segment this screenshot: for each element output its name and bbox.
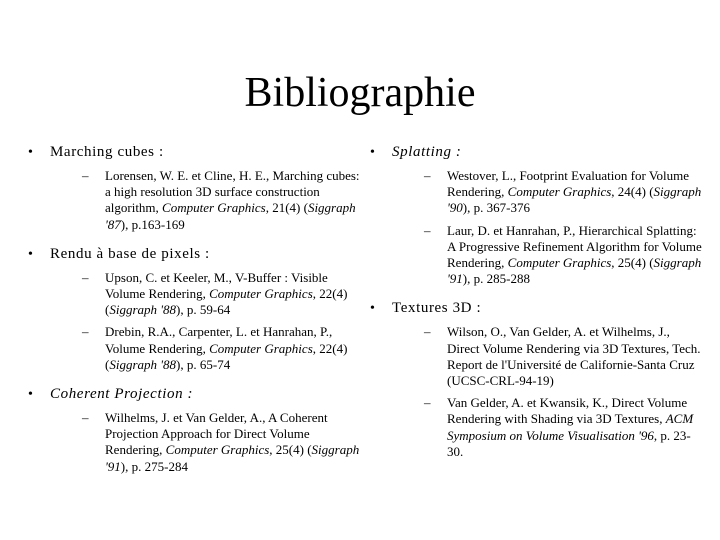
topic-label: Coherent Projection : bbox=[50, 386, 194, 403]
ref-text: ), p. 285-288 bbox=[462, 271, 530, 287]
ref-text: ), p. 65-74 bbox=[176, 356, 231, 372]
reference-item bbox=[392, 223, 703, 288]
reference-list bbox=[50, 270, 361, 373]
ref-text: , 21(4) ( bbox=[265, 200, 308, 216]
bullet-icon: • bbox=[370, 301, 375, 317]
slide-title: Bibliographie bbox=[244, 70, 476, 116]
reference-list bbox=[50, 168, 361, 233]
topic-label: Splatting : bbox=[392, 144, 462, 160]
dash-icon: – bbox=[82, 269, 89, 285]
ref-text: , 22(4) ( bbox=[105, 286, 348, 318]
topic-label: Textures 3D : bbox=[392, 300, 482, 317]
dash-icon: – bbox=[424, 395, 431, 411]
ref-text: Wilson, O., Van Gelder, A. et Wilhelms, J., Direct Volume Rendering via 3D Textures, Tech. Report de l'Université de Californie-Santa Cruz (UCSC-CRL-94-19) bbox=[447, 324, 701, 389]
ref-conference: Siggraph '88 bbox=[109, 302, 177, 318]
reference-item bbox=[392, 395, 703, 460]
ref-text: , 24(4) ( bbox=[611, 184, 654, 200]
ref-text: ), p.163-169 bbox=[120, 216, 185, 232]
bullet-icon: • bbox=[370, 145, 375, 160]
ref-text: ), p. 367-376 bbox=[462, 200, 530, 216]
ref-journal: Computer Graphics bbox=[162, 200, 266, 216]
dash-icon: – bbox=[424, 222, 431, 238]
reference-item bbox=[50, 270, 361, 319]
bullet-icon: • bbox=[28, 145, 33, 160]
ref-text: Van Gelder, A. et Kwansik, K., Direct Volume Rendering with Shading via 3D Textures, bbox=[447, 395, 688, 427]
ref-text: ), p. 275-284 bbox=[120, 458, 188, 474]
ref-journal: Computer Graphics bbox=[507, 255, 612, 271]
ref-journal: Computer Graphics bbox=[165, 442, 270, 458]
ref-text: , 25(4) ( bbox=[269, 442, 312, 458]
dash-icon: – bbox=[82, 324, 89, 340]
ref-conference: Siggraph '87 bbox=[105, 200, 356, 232]
topic-marching-cubes bbox=[26, 143, 361, 233]
ref-text: Wilhelms, J. et Van Gelder, A., A Coherent Projection Approach for Direct Volume Rendering, bbox=[105, 410, 328, 458]
reference-list bbox=[392, 168, 703, 287]
ref-text: Laur, D. et Hanrahan, P., Hierarchical Splatting: A Progressive Refinement Algorithm for Volume Rendering, bbox=[447, 222, 702, 271]
ref-text: , 25(4) ( bbox=[611, 255, 654, 271]
dash-icon: – bbox=[424, 168, 431, 183]
reference-item bbox=[392, 168, 703, 217]
topic-label: Marching cubes : bbox=[50, 144, 164, 160]
bullet-icon: • bbox=[28, 246, 33, 262]
ref-journal: Computer Graphics bbox=[507, 184, 612, 200]
ref-journal: Computer Graphics bbox=[209, 340, 313, 356]
ref-text: , 22(4) ( bbox=[105, 340, 348, 372]
ref-journal: Computer Graphics bbox=[209, 286, 313, 302]
topic-textures-3d bbox=[368, 299, 703, 460]
left-column bbox=[26, 143, 361, 481]
reference-item bbox=[50, 410, 361, 475]
dash-icon: – bbox=[424, 324, 431, 340]
ref-conference: Siggraph '91 bbox=[447, 255, 702, 287]
ref-text: Upson, C. et Keeler, M., V-Buffer : Visible Volume Rendering, bbox=[105, 269, 328, 302]
topic-splatting bbox=[368, 143, 703, 287]
ref-conference: Siggraph '90 bbox=[447, 184, 702, 216]
ref-conference: Siggraph '88 bbox=[109, 356, 177, 372]
reference-item bbox=[392, 324, 703, 389]
reference-list bbox=[50, 410, 361, 475]
reference-item bbox=[50, 168, 361, 233]
ref-text: Westover, L., Footprint Evaluation for Volume Rendering, bbox=[447, 168, 690, 200]
ref-text: Drebin, R.A., Carpenter, L. et Hanrahan, P., Volume Rendering, bbox=[105, 324, 333, 356]
reference-item bbox=[50, 324, 361, 373]
reference-list bbox=[392, 324, 703, 460]
ref-text: , p. 23-30. bbox=[447, 427, 691, 459]
ref-conference: ACM Symposium on Volume Visualisation '96 bbox=[447, 411, 694, 443]
dash-icon: – bbox=[82, 168, 89, 183]
dash-icon: – bbox=[82, 410, 89, 426]
topic-rendu-pixels bbox=[26, 245, 361, 373]
bullet-icon: • bbox=[28, 387, 33, 403]
ref-conference: Siggraph '91 bbox=[105, 442, 360, 474]
topic-coherent-projection bbox=[26, 385, 361, 475]
ref-text: ), p. 59-64 bbox=[176, 302, 231, 318]
topic-label: Rendu à base de pixels : bbox=[50, 245, 210, 262]
right-column bbox=[368, 143, 703, 466]
ref-text: Lorensen, W. E. et Cline, H. E., Marching cubes: a high resolution 3D surface construction algorithm, bbox=[105, 168, 360, 216]
